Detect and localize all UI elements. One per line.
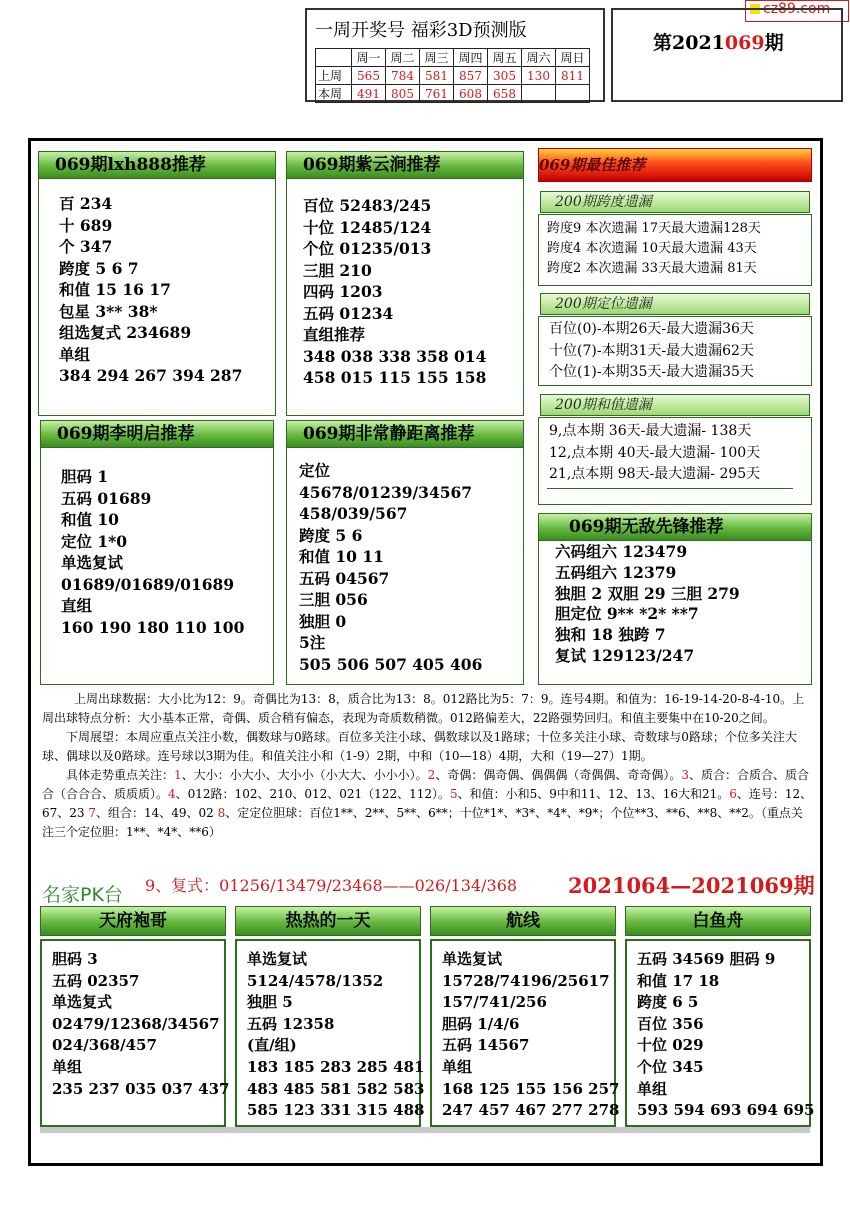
day-header: 周日	[556, 49, 590, 67]
analysis-paragraph: 具体走势重点关注：1、大小：小大小、大小小（小大大、小小小）。2、奇偶：偶奇偶、偶偶偶（奇偶偶、奇奇偶）。3、质合：合质合、质合合（合合合、质质质）。4、012路：102、210、012、021（122、112）。5、和值：小和5、9中和11、12、13、16大和21。6、连号：12、67、23 7、组合：14、49、02 8、定定位胆球：百位1**、2**、5**、6**；十位*1*、*3*、*4*、*9*；个位**3、**6、**8、**2。（重点关注三个定位胆：1**、*4*、**6）	[42, 768, 813, 839]
panel-line: 五码 01689	[61, 488, 152, 508]
panel-line: 三胆 056	[299, 590, 368, 609]
panel-line: 01689/01689/01689	[61, 574, 235, 594]
draw-value: 784	[386, 67, 420, 85]
panel-line: 五码 04567	[299, 568, 390, 588]
draw-value: 491	[352, 85, 386, 103]
expert-line: 单选复试	[442, 950, 503, 968]
panel-title: 069期lxh888推荐	[38, 151, 276, 179]
expert-line: 单组	[52, 1057, 83, 1076]
expert-line: 跨度 6 5	[637, 993, 699, 1012]
stat-line: 十位(7)-本期31天-最大遗漏62天	[549, 342, 754, 359]
issue-box	[611, 8, 843, 102]
expert-line: 593 594 693 694 695	[637, 1101, 815, 1120]
panel-line: 5注	[299, 633, 326, 652]
table-row	[316, 67, 590, 85]
expert-name: 航线	[430, 906, 616, 936]
row-label: 上周	[316, 67, 352, 85]
best-recommend-header: 069期最佳推荐	[538, 148, 812, 182]
panel-line: 个位 01235/013	[303, 239, 432, 258]
draw-value: 811	[556, 67, 590, 85]
expert-line: 五码 12358	[247, 1014, 335, 1033]
expert-line: 胆码 3	[52, 950, 98, 968]
logo-text: cz89.com	[763, 1, 831, 17]
analysis-paragraph: 下周展望：本周应重点关注小数，偶数球与0路球。百位多关注小球、偶数球以及1路球；十位多关注小球、奇数球与0路球；个位多关注大球、偶球以及0路球。连号球以3期为佳。和值关注小和（1-9）2期，中和（10—18）4期，大和（19—27）1期。	[42, 730, 797, 763]
day-header: 周六	[522, 49, 556, 67]
panel-line: 组选复式 234689	[59, 323, 192, 342]
expert-line: 585 123 331 315 488	[247, 1101, 425, 1120]
weekly-title: 一周开奖号 福彩3D预测版	[315, 20, 527, 41]
stat-line: 个位(1)-本期35天-最大遗漏35天	[549, 364, 754, 380]
panel-line: 和值 10	[61, 510, 119, 529]
panel-line: 和值 15 16 17	[59, 280, 171, 299]
expert-line: 十位 029	[637, 1036, 704, 1055]
draw-table	[315, 48, 590, 103]
panel-title: 069期非常静距离推荐	[286, 420, 524, 448]
draw-value: 565	[352, 67, 386, 85]
expert-line: 247 457 467 277 278	[442, 1101, 620, 1120]
panel-line: 独胆 2 双胆 29 三胆 279	[555, 583, 740, 603]
sum-omission-title: 200期和值遗漏	[540, 394, 810, 416]
stat-line: 跨度4 本次遗漏 10天最大遗漏 43天	[547, 241, 757, 256]
panel-line: 包星 3** 38*	[59, 301, 158, 321]
day-header: 周二	[386, 49, 420, 67]
expert-line: 单组	[442, 1057, 473, 1076]
stat-line: 9,点本期 36天-最大遗漏- 138天	[549, 423, 752, 439]
expert-panel	[40, 939, 230, 1127]
expert-panel	[625, 939, 815, 1127]
expert-line: 和值 17 18	[637, 971, 720, 990]
panel-title: 069期紫云涧推荐	[286, 151, 524, 179]
position-omission-box	[538, 316, 812, 386]
panel-line: 单组	[59, 344, 91, 364]
panel-line: 45678/01239/34567	[299, 482, 473, 502]
draw-value: 857	[454, 67, 488, 85]
expert-panel	[430, 939, 620, 1127]
panel-line: 160 190 180 110 100	[61, 617, 245, 637]
issue-title: 第2021069期	[653, 32, 784, 54]
panel-line: 348 038 338 358 014	[303, 346, 487, 366]
draw-value	[556, 85, 590, 103]
draw-value: 305	[488, 67, 522, 85]
expert-line: 15728/74196/25617	[442, 971, 610, 990]
draw-value: 608	[454, 85, 488, 103]
draw-value: 805	[386, 85, 420, 103]
span-omission-title: 200期跨度遗漏	[540, 191, 810, 213]
panel-title: 069期无敌先锋推荐	[538, 513, 812, 541]
stat-line: 12,点本期 40天-最大遗漏- 100天	[549, 444, 761, 461]
panel-line: 384 294 267 394 287	[59, 366, 243, 385]
panel-line: 跨度 5 6 7	[59, 258, 139, 278]
panel-feichangjing	[286, 447, 524, 685]
day-header: 周一	[352, 49, 386, 67]
panel-line: 四码 1203	[303, 282, 383, 301]
draw-value: 130	[522, 67, 556, 85]
sum-omission-box	[538, 417, 812, 505]
panel-line: 五码组六 12379	[555, 562, 677, 582]
draw-value: 658	[488, 85, 522, 103]
panel-line: 胆定位 9** *2* **7	[555, 604, 699, 624]
panel-line: 505 506 507 405 406	[299, 654, 483, 674]
draw-value	[522, 85, 556, 103]
panel-line: 百 234	[59, 194, 113, 213]
expert-line: 单选复试	[247, 950, 308, 968]
panel-limingqi	[40, 447, 274, 685]
panel-line: 458 015 115 155 158	[303, 368, 487, 387]
expert-line: 独胆 5	[247, 993, 293, 1012]
draw-value: 761	[420, 85, 454, 103]
day-header: 周三	[420, 49, 454, 67]
expert-name: 白鱼舟	[625, 906, 811, 936]
panel-line: 六码组六 123479	[555, 542, 688, 561]
expert-panel	[235, 939, 425, 1127]
expert-line: 168 125 155 156 257	[442, 1079, 620, 1098]
panel-line: 直组	[61, 596, 93, 615]
bottom-divider	[40, 1127, 810, 1133]
stat-line: 跨度2 本次遗漏 33天最大遗漏 81天	[547, 261, 757, 276]
expert-line: 235 237 035 037 437	[52, 1079, 230, 1098]
panel-line: 个 347	[59, 237, 113, 256]
position-omission-title: 200期定位遗漏	[540, 293, 810, 315]
expert-line: 5124/4578/1352	[247, 971, 384, 990]
expert-line: 02479/12368/34567	[52, 1014, 220, 1033]
expert-line: 024/368/457	[52, 1036, 157, 1055]
panel-line: 胆码 1	[61, 467, 109, 486]
panel-line: 三胆 210	[303, 260, 372, 280]
panel-wudi	[538, 540, 812, 685]
expert-line: 五码 14567	[442, 1036, 530, 1055]
analysis-text	[42, 690, 814, 842]
panel-line: 复试 129123/247	[555, 645, 695, 665]
day-header: 周五	[488, 49, 522, 67]
expert-name: 天府袍哥	[40, 906, 226, 936]
panel-line: 458/039/567	[299, 504, 408, 523]
pk-label: 名家PK台	[42, 884, 123, 906]
expert-line: 胆码 1/4/6	[442, 1014, 520, 1033]
pk-recommend: 9、复式：01256/13479/23468——026/134/368	[145, 876, 518, 895]
weekly-draw-table	[305, 8, 605, 102]
row-label: 本周	[316, 85, 352, 103]
analysis-paragraph: 上周出球数据：大小比为12：9。奇偶比为13：8，质合比为13：8。012路比为5：7：9。连号4期。和值为：16-19-14-20-8-4-10。上周出球特点分析：大小基本正常，奇偶、质合稍有偏态，表现为奇质数稍微。012路偏差大，22路强势回归。和值主要集中在10-20之间。	[42, 692, 805, 725]
span-omission-box	[538, 214, 812, 286]
divider	[547, 488, 793, 489]
panel-ziyunjian	[286, 178, 524, 416]
expert-line: 单选复式	[52, 993, 113, 1012]
panel-line: 直组推荐	[303, 325, 366, 344]
stat-line: 跨度9 本次遗漏 17天最大遗漏128天	[547, 221, 761, 236]
panel-line: 十位 12485/124	[303, 217, 432, 237]
expert-line: 五码 02357	[52, 971, 140, 990]
panel-line: 定位 1*0	[61, 531, 128, 551]
panel-line: 独和 18 独跨 7	[555, 625, 666, 645]
panel-line: 独胆 0	[299, 611, 347, 631]
pk-range: 2021064—2021069期	[568, 873, 815, 898]
panel-line: 百位 52483/245	[303, 196, 432, 215]
expert-name: 热热的一天	[235, 906, 421, 936]
panel-line: 五码 01234	[303, 303, 394, 323]
stat-line: 百位(0)-本期26天-最大遗漏36天	[549, 321, 754, 337]
day-header: 周四	[454, 49, 488, 67]
expert-line: 百位 356	[637, 1014, 704, 1033]
draw-value: 581	[420, 67, 454, 85]
expert-line: 五码 34569 胆码 9	[637, 950, 776, 968]
expert-line: 483 485 581 582 583	[247, 1079, 425, 1098]
panel-line: 单选复试	[61, 553, 124, 572]
expert-line: 183 185 283 285 481	[247, 1057, 425, 1076]
expert-line: 157/741/256	[442, 993, 547, 1012]
panel-line: 定位	[299, 461, 331, 480]
panel-lxh888	[38, 178, 276, 416]
expert-line: 个位 345	[637, 1057, 704, 1076]
table-row	[316, 85, 590, 103]
expert-line: (直/组)	[247, 1036, 297, 1055]
expert-line: 单组	[637, 1079, 668, 1098]
panel-line: 十 689	[59, 215, 113, 235]
panel-line: 和值 10 11	[299, 547, 384, 566]
panel-title: 069期李明启推荐	[40, 420, 274, 448]
stat-line: 21,点本期 98天-最大遗漏- 295天	[549, 466, 761, 482]
panel-line: 跨度 5 6	[299, 525, 363, 545]
